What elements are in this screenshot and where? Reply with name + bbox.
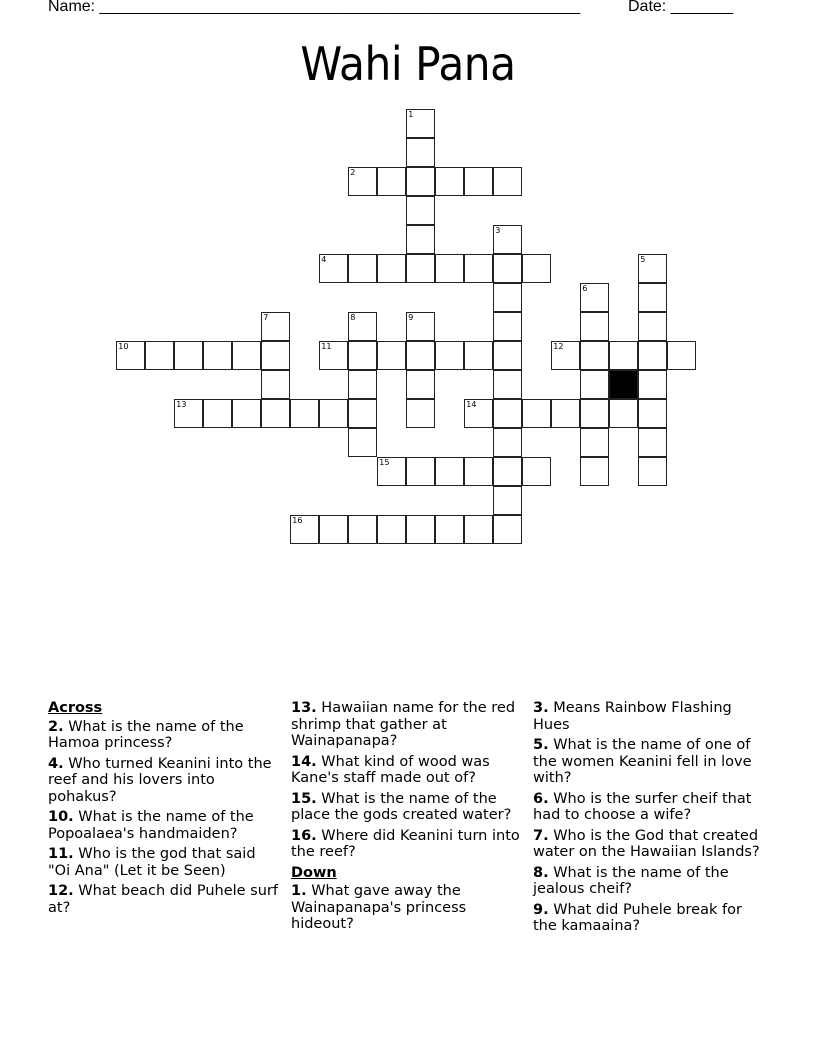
clue-text: Who is the God that created water on the Hawaiian Islands? xyxy=(533,827,760,860)
grid-cell[interactable] xyxy=(348,254,377,283)
clue-down-9 xyxy=(533,902,769,935)
clue-text: Where did Keanini turn into the reef? xyxy=(291,827,520,860)
across-heading: Across xyxy=(48,700,103,716)
clue-text: Means Rainbow Flashing Hues xyxy=(533,700,732,733)
clue-text: Hawaiian name for the red shrimp that gather at Wainapanapa? xyxy=(291,700,516,749)
grid-cell[interactable] xyxy=(551,399,580,428)
grid-cell[interactable] xyxy=(145,341,174,370)
grid-cell[interactable] xyxy=(464,341,493,370)
grid-cell[interactable] xyxy=(493,428,522,457)
grid-cell[interactable] xyxy=(493,486,522,515)
clue-text: Who turned Keanini into the reef and his lovers into pohakus? xyxy=(48,755,272,805)
clue-down-1 xyxy=(291,883,527,933)
grid-cell[interactable] xyxy=(609,399,638,428)
clue-across-16 xyxy=(291,828,527,861)
grid-cell[interactable] xyxy=(406,515,435,544)
grid-cell[interactable] xyxy=(406,457,435,486)
grid-cell[interactable] xyxy=(174,341,203,370)
cell-number: 2 xyxy=(350,168,356,178)
grid-cell[interactable] xyxy=(522,399,551,428)
cell-number: 14 xyxy=(466,400,477,410)
clue-down-5 xyxy=(533,737,769,787)
grid-cell[interactable] xyxy=(232,399,261,428)
grid-cell[interactable] xyxy=(638,341,667,370)
grid-cell[interactable] xyxy=(464,399,493,428)
grid-cell[interactable] xyxy=(493,283,522,312)
grid-cell[interactable] xyxy=(638,254,667,283)
clue-text: What beach did Puhele surf at? xyxy=(48,883,278,916)
grid-cell[interactable] xyxy=(406,399,435,428)
grid-cell[interactable] xyxy=(493,399,522,428)
clue-number: 10. xyxy=(48,809,74,825)
grid-cell[interactable] xyxy=(290,515,319,544)
grid-cell[interactable] xyxy=(174,399,203,428)
grid-cell[interactable] xyxy=(377,515,406,544)
grid-cell[interactable] xyxy=(464,457,493,486)
clue-number: 15. xyxy=(291,790,317,807)
grid-cell[interactable] xyxy=(406,225,435,254)
clue-text: What is the name of one of the women Keanini fell in love with? xyxy=(533,737,752,786)
grid-cell[interactable] xyxy=(406,109,435,138)
grid-cell[interactable] xyxy=(580,283,609,312)
grid-cell[interactable] xyxy=(261,312,290,341)
grid-cell[interactable] xyxy=(319,341,348,370)
clue-number: 16. xyxy=(291,827,317,844)
clue-number: 2. xyxy=(48,718,64,735)
name-field-label[interactable]: Name: ______________________________________________________ xyxy=(48,0,581,15)
grid-cell[interactable] xyxy=(493,312,522,341)
grid-cell[interactable] xyxy=(580,457,609,486)
grid-cell[interactable] xyxy=(638,370,667,399)
clue-across-2 xyxy=(48,719,280,752)
grid-cell[interactable] xyxy=(493,225,522,254)
cell-number: 15 xyxy=(379,458,390,468)
grid-cell[interactable] xyxy=(377,457,406,486)
grid-cell[interactable] xyxy=(348,399,377,428)
clue-number: 1. xyxy=(291,883,307,899)
grid-cell[interactable] xyxy=(609,341,638,370)
grid-cell[interactable] xyxy=(319,254,348,283)
cell-number: 12 xyxy=(553,342,564,352)
clue-number: 6. xyxy=(533,790,549,807)
clue-number: 4. xyxy=(48,755,64,772)
grid-cell[interactable] xyxy=(319,399,348,428)
grid-cell[interactable] xyxy=(638,399,667,428)
clue-across-4 xyxy=(48,756,280,806)
grid-cell[interactable] xyxy=(493,341,522,370)
grid-cell[interactable] xyxy=(203,399,232,428)
cell-number: 13 xyxy=(176,400,187,410)
cell-number: 4 xyxy=(321,255,327,265)
grid-cell[interactable] xyxy=(638,283,667,312)
grid-cell[interactable] xyxy=(638,428,667,457)
cell-number: 9 xyxy=(408,313,414,323)
grid-cell[interactable] xyxy=(580,312,609,341)
grid-cell[interactable] xyxy=(493,515,522,544)
grid-cell[interactable] xyxy=(406,167,435,196)
clue-text: What is the name of the jealous cheif? xyxy=(533,864,729,897)
clue-across-12 xyxy=(48,883,280,916)
cell-number: 5 xyxy=(640,255,646,265)
grid-cell[interactable] xyxy=(348,428,377,457)
grid-cell[interactable] xyxy=(116,341,145,370)
clue-across-15 xyxy=(291,791,527,824)
grid-cell[interactable] xyxy=(348,312,377,341)
cell-number: 10 xyxy=(118,342,129,352)
grid-cell[interactable] xyxy=(551,341,580,370)
grid-cell[interactable] xyxy=(464,254,493,283)
cell-number: 1 xyxy=(408,110,414,120)
grid-cell[interactable] xyxy=(406,254,435,283)
clue-number: 5. xyxy=(533,737,549,753)
down-heading: Down xyxy=(291,864,337,881)
grid-cell[interactable] xyxy=(348,515,377,544)
clue-number: 3. xyxy=(533,700,549,716)
grid-cell[interactable] xyxy=(261,341,290,370)
clue-text: What did Puhele break for the kamaaina? xyxy=(533,901,742,934)
clue-text: What is the name of the place the gods created water? xyxy=(291,790,512,823)
grid-cell[interactable] xyxy=(406,196,435,225)
grid-cell[interactable] xyxy=(464,167,493,196)
clue-down-3 xyxy=(533,700,769,733)
clue-text: What is the name of the Popoalaea's handmaiden? xyxy=(48,809,254,842)
black-cell xyxy=(609,370,638,399)
grid-cell[interactable] xyxy=(638,312,667,341)
grid-cell[interactable] xyxy=(522,457,551,486)
clue-across-10 xyxy=(48,809,280,842)
clue-text: What kind of wood was Kane's staff made out of? xyxy=(291,753,490,786)
grid-cell[interactable] xyxy=(377,341,406,370)
grid-cell[interactable] xyxy=(580,370,609,399)
cell-number: 7 xyxy=(263,313,269,323)
grid-cell[interactable] xyxy=(232,341,261,370)
clue-number: 8. xyxy=(533,864,549,881)
clue-across-11 xyxy=(48,846,280,879)
grid-cell[interactable] xyxy=(580,399,609,428)
grid-cell[interactable] xyxy=(580,341,609,370)
grid-cell[interactable] xyxy=(406,341,435,370)
clues-column-1 xyxy=(48,700,280,920)
clue-number: 7. xyxy=(533,827,549,844)
grid-cell[interactable] xyxy=(435,457,464,486)
grid-cell[interactable] xyxy=(348,167,377,196)
cell-number: 8 xyxy=(350,313,356,323)
grid-cell[interactable] xyxy=(435,341,464,370)
grid-cell[interactable] xyxy=(435,254,464,283)
puzzle-title: Wahi Pana xyxy=(300,37,516,91)
grid-cell[interactable] xyxy=(406,370,435,399)
grid-cell[interactable] xyxy=(493,457,522,486)
grid-cell[interactable] xyxy=(406,312,435,341)
clue-number: 14. xyxy=(291,753,317,770)
clues-column-3 xyxy=(533,700,769,939)
grid-cell[interactable] xyxy=(667,341,696,370)
clue-down-7 xyxy=(533,828,769,861)
clue-across-13 xyxy=(291,700,527,750)
grid-cell[interactable] xyxy=(348,341,377,370)
grid-cell[interactable] xyxy=(580,428,609,457)
date-field-label[interactable]: Date: _______ xyxy=(628,0,733,15)
cell-number: 16 xyxy=(292,516,303,526)
grid-cell[interactable] xyxy=(493,254,522,283)
clue-text: What is the name of the Hamoa princess? xyxy=(48,718,244,751)
clue-number: 12. xyxy=(48,883,74,899)
clue-down-8 xyxy=(533,865,769,898)
cell-number: 11 xyxy=(321,342,332,352)
cell-number: 6 xyxy=(582,284,588,294)
grid-cell[interactable] xyxy=(435,167,464,196)
grid-cell[interactable] xyxy=(348,370,377,399)
grid-cell[interactable] xyxy=(493,167,522,196)
clues-column-2 xyxy=(291,700,527,937)
clue-text: Who is the god that said "Oi Ana" (Let it be Seen) xyxy=(48,846,256,879)
clue-text: What gave away the Wainapanapa's princess hideout? xyxy=(291,883,467,932)
grid-cell[interactable] xyxy=(464,515,493,544)
clue-number: 9. xyxy=(533,901,549,918)
grid-cell[interactable] xyxy=(522,254,551,283)
clue-down-6 xyxy=(533,791,769,824)
cell-number: 3 xyxy=(495,226,501,236)
grid-cell[interactable] xyxy=(290,399,319,428)
grid-cell[interactable] xyxy=(203,341,232,370)
grid-cell[interactable] xyxy=(493,370,522,399)
grid-cell[interactable] xyxy=(261,370,290,399)
grid-cell[interactable] xyxy=(377,254,406,283)
grid-cell[interactable] xyxy=(638,457,667,486)
clue-number: 13. xyxy=(291,700,317,716)
grid-cell[interactable] xyxy=(319,515,348,544)
grid-cell[interactable] xyxy=(261,399,290,428)
grid-cell[interactable] xyxy=(406,138,435,167)
clue-text: Who is the surfer cheif that had to choose a wife? xyxy=(533,790,752,823)
grid-cell[interactable] xyxy=(435,515,464,544)
grid-cell[interactable] xyxy=(377,167,406,196)
clue-number: 11. xyxy=(48,846,74,862)
clue-across-14 xyxy=(291,754,527,787)
